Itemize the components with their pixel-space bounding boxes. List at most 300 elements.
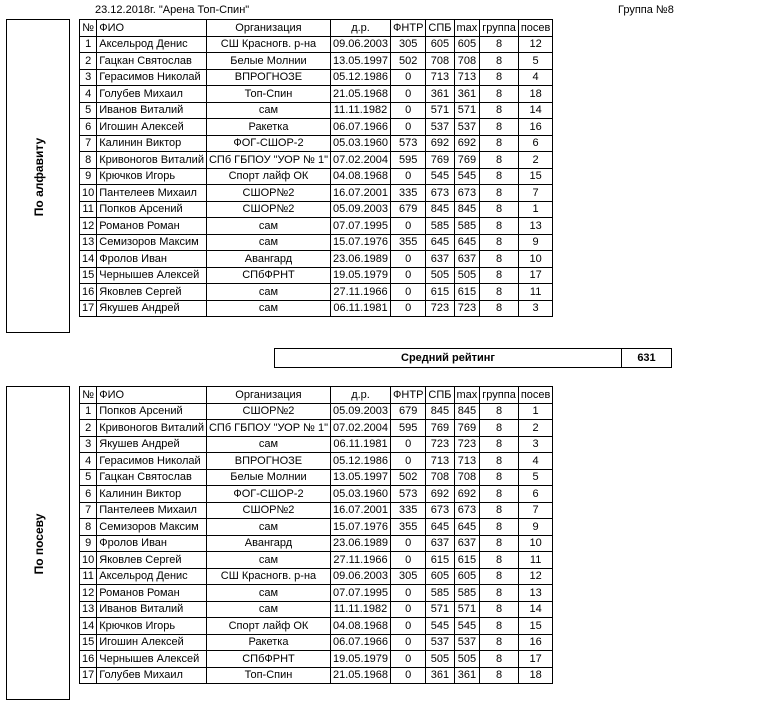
cell-num: 14 (80, 251, 97, 268)
cell-group: 8 (480, 667, 519, 684)
cell-max: 723 (454, 436, 480, 453)
table-row (80, 53, 553, 70)
cell-org: СШ Красногв. р-на (206, 36, 330, 53)
table-row (80, 403, 553, 420)
cell-spb: 361 (426, 86, 454, 103)
cell-seed: 16 (518, 119, 553, 136)
cell-spb: 361 (426, 667, 454, 684)
cell-num: 3 (80, 69, 97, 86)
cell-group: 8 (480, 469, 519, 486)
cell-seed: 5 (518, 469, 553, 486)
cell-group: 8 (480, 552, 519, 569)
cell-fntr: 0 (391, 436, 426, 453)
cell-num: 17 (80, 300, 97, 317)
cell-org: СПбФРНТ (206, 267, 330, 284)
cell-birth: 19.05.1979 (330, 267, 390, 284)
cell-name: Яковлев Сергей (97, 552, 207, 569)
cell-group: 8 (480, 218, 519, 235)
cell-birth: 04.08.1968 (330, 618, 390, 635)
cell-name: Аксельрод Денис (97, 36, 207, 53)
cell-birth: 21.05.1968 (330, 86, 390, 103)
cell-seed: 14 (518, 102, 553, 119)
cell-fntr: 305 (391, 568, 426, 585)
cell-group: 8 (480, 251, 519, 268)
cell-birth: 06.11.1981 (330, 300, 390, 317)
cell-max: 637 (454, 535, 480, 552)
cell-max: 723 (454, 300, 480, 317)
cell-num: 16 (80, 651, 97, 668)
column-header-birth: д.р. (330, 387, 390, 404)
cell-seed: 12 (518, 568, 553, 585)
cell-birth: 07.07.1995 (330, 585, 390, 602)
cell-num: 14 (80, 618, 97, 635)
cell-num: 5 (80, 469, 97, 486)
cell-spb: 713 (426, 69, 454, 86)
table-row (80, 535, 553, 552)
cell-birth: 23.06.1989 (330, 535, 390, 552)
cell-spb: 692 (426, 486, 454, 503)
cell-name: Попков Арсений (97, 403, 207, 420)
cell-group: 8 (480, 86, 519, 103)
alpha-side-label: По алфавиту (32, 137, 46, 217)
cell-spb: 845 (426, 403, 454, 420)
cell-seed: 7 (518, 185, 553, 202)
cell-birth: 04.08.1968 (330, 168, 390, 185)
cell-spb: 708 (426, 53, 454, 70)
cell-fntr: 0 (391, 267, 426, 284)
cell-fntr: 0 (391, 535, 426, 552)
cell-birth: 11.11.1982 (330, 102, 390, 119)
cell-seed: 6 (518, 486, 553, 503)
cell-org: Белые Молнии (206, 53, 330, 70)
table-row (80, 519, 553, 536)
column-header-max: max (454, 387, 480, 404)
cell-birth: 23.06.1989 (330, 251, 390, 268)
cell-seed: 4 (518, 69, 553, 86)
cell-group: 8 (480, 284, 519, 301)
table-row (80, 651, 553, 668)
cell-seed: 1 (518, 201, 553, 218)
cell-org: СШОР№2 (206, 185, 330, 202)
table-row (80, 453, 553, 470)
cell-spb: 571 (426, 102, 454, 119)
cell-seed: 1 (518, 403, 553, 420)
cell-max: 845 (454, 201, 480, 218)
cell-name: Семизоров Максим (97, 234, 207, 251)
cell-seed: 15 (518, 168, 553, 185)
cell-group: 8 (480, 519, 519, 536)
cell-name: Герасимов Николай (97, 69, 207, 86)
cell-max: 545 (454, 618, 480, 635)
cell-fntr: 0 (391, 634, 426, 651)
table-row (80, 267, 553, 284)
table-row (80, 36, 553, 53)
cell-birth: 06.07.1966 (330, 634, 390, 651)
cell-spb: 637 (426, 251, 454, 268)
column-header-spb: СПБ (426, 387, 454, 404)
cell-num: 5 (80, 102, 97, 119)
cell-name: Аксельрод Денис (97, 568, 207, 585)
cell-birth: 05.12.1986 (330, 69, 390, 86)
cell-max: 713 (454, 453, 480, 470)
cell-max: 605 (454, 568, 480, 585)
cell-birth: 07.02.2004 (330, 152, 390, 169)
cell-num: 3 (80, 436, 97, 453)
cell-org: сам (206, 234, 330, 251)
cell-name: Игошин Алексей (97, 634, 207, 651)
cell-seed: 10 (518, 535, 553, 552)
cell-group: 8 (480, 135, 519, 152)
cell-name: Фролов Иван (97, 535, 207, 552)
cell-max: 673 (454, 185, 480, 202)
cell-name: Якушев Андрей (97, 436, 207, 453)
table-row (80, 585, 553, 602)
cell-org: СПбФРНТ (206, 651, 330, 668)
cell-group: 8 (480, 420, 519, 437)
cell-spb: 645 (426, 519, 454, 536)
cell-org: СШОР№2 (206, 201, 330, 218)
seed-table (79, 386, 553, 684)
cell-spb: 673 (426, 502, 454, 519)
average-rating-value: 631 (637, 352, 656, 364)
cell-max: 645 (454, 234, 480, 251)
table-row (80, 234, 553, 251)
cell-org: СПб ГБПОУ "УОР № 1" (206, 152, 330, 169)
cell-num: 9 (80, 535, 97, 552)
cell-group: 8 (480, 119, 519, 136)
cell-fntr: 502 (391, 469, 426, 486)
cell-name: Пантелеев Михаил (97, 502, 207, 519)
cell-spb: 645 (426, 234, 454, 251)
cell-max: 713 (454, 69, 480, 86)
column-header-num: № (80, 20, 97, 37)
cell-group: 8 (480, 568, 519, 585)
cell-org: сам (206, 102, 330, 119)
cell-group: 8 (480, 300, 519, 317)
cell-group: 8 (480, 36, 519, 53)
cell-name: Якушев Андрей (97, 300, 207, 317)
cell-org: Авангард (206, 251, 330, 268)
cell-birth: 27.11.1966 (330, 284, 390, 301)
column-header-org: Организация (206, 20, 330, 37)
cell-seed: 5 (518, 53, 553, 70)
cell-name: Чернышев Алексей (97, 651, 207, 668)
table-row (80, 502, 553, 519)
cell-seed: 15 (518, 618, 553, 635)
cell-num: 7 (80, 502, 97, 519)
table-row (80, 251, 553, 268)
cell-birth: 05.12.1986 (330, 453, 390, 470)
cell-num: 13 (80, 601, 97, 618)
cell-group: 8 (480, 634, 519, 651)
average-rating-label: Средний рейтинг (275, 349, 622, 367)
cell-org: Белые Молнии (206, 469, 330, 486)
cell-fntr: 502 (391, 53, 426, 70)
column-header-fntr: ФНТР (391, 20, 426, 37)
cell-num: 17 (80, 667, 97, 684)
cell-birth: 19.05.1979 (330, 651, 390, 668)
cell-name: Чернышев Алексей (97, 267, 207, 284)
header-group: Группа №8 (618, 4, 674, 16)
cell-max: 605 (454, 36, 480, 53)
cell-max: 361 (454, 667, 480, 684)
cell-name: Крючков Игорь (97, 168, 207, 185)
cell-num: 4 (80, 453, 97, 470)
column-header-group: группа (480, 387, 519, 404)
column-header-name: ФИО (97, 20, 207, 37)
cell-birth: 15.07.1976 (330, 519, 390, 536)
cell-num: 15 (80, 634, 97, 651)
cell-max: 537 (454, 634, 480, 651)
cell-name: Игошин Алексей (97, 119, 207, 136)
cell-max: 769 (454, 152, 480, 169)
cell-num: 4 (80, 86, 97, 103)
cell-fntr: 0 (391, 552, 426, 569)
cell-spb: 845 (426, 201, 454, 218)
cell-birth: 05.03.1960 (330, 486, 390, 503)
alpha-table (79, 19, 553, 317)
cell-fntr: 0 (391, 251, 426, 268)
cell-birth: 09.06.2003 (330, 36, 390, 53)
cell-name: Фролов Иван (97, 251, 207, 268)
cell-birth: 15.07.1976 (330, 234, 390, 251)
cell-seed: 3 (518, 436, 553, 453)
cell-group: 8 (480, 535, 519, 552)
cell-fntr: 0 (391, 300, 426, 317)
cell-spb: 585 (426, 585, 454, 602)
cell-org: Топ-Спин (206, 86, 330, 103)
cell-org: ВПРОГНОЗЕ (206, 453, 330, 470)
average-rating-box (274, 348, 672, 368)
cell-group: 8 (480, 651, 519, 668)
cell-fntr: 305 (391, 36, 426, 53)
cell-birth: 06.11.1981 (330, 436, 390, 453)
cell-max: 361 (454, 86, 480, 103)
cell-group: 8 (480, 436, 519, 453)
cell-num: 8 (80, 152, 97, 169)
table-row (80, 436, 553, 453)
cell-group: 8 (480, 453, 519, 470)
cell-name: Семизоров Максим (97, 519, 207, 536)
cell-org: сам (206, 552, 330, 569)
cell-seed: 4 (518, 453, 553, 470)
cell-org: СШОР№2 (206, 502, 330, 519)
cell-name: Калинин Виктор (97, 135, 207, 152)
cell-spb: 637 (426, 535, 454, 552)
table-row (80, 469, 553, 486)
cell-fntr: 679 (391, 403, 426, 420)
cell-max: 585 (454, 585, 480, 602)
cell-max: 537 (454, 119, 480, 136)
cell-max: 708 (454, 53, 480, 70)
cell-birth: 09.06.2003 (330, 568, 390, 585)
cell-fntr: 0 (391, 284, 426, 301)
cell-spb: 713 (426, 453, 454, 470)
cell-name: Герасимов Николай (97, 453, 207, 470)
column-header-num: № (80, 387, 97, 404)
cell-seed: 10 (518, 251, 553, 268)
cell-birth: 05.09.2003 (330, 403, 390, 420)
cell-num: 12 (80, 218, 97, 235)
cell-spb: 723 (426, 300, 454, 317)
cell-org: Спорт лайф ОК (206, 168, 330, 185)
cell-group: 8 (480, 585, 519, 602)
cell-seed: 14 (518, 601, 553, 618)
cell-num: 11 (80, 201, 97, 218)
cell-name: Голубев Михаил (97, 667, 207, 684)
cell-num: 6 (80, 486, 97, 503)
cell-fntr: 0 (391, 119, 426, 136)
cell-num: 10 (80, 552, 97, 569)
cell-group: 8 (480, 502, 519, 519)
cell-max: 645 (454, 519, 480, 536)
cell-seed: 2 (518, 420, 553, 437)
cell-seed: 17 (518, 267, 553, 284)
cell-spb: 605 (426, 568, 454, 585)
table-row (80, 634, 553, 651)
cell-max: 585 (454, 218, 480, 235)
cell-birth: 07.07.1995 (330, 218, 390, 235)
cell-org: ФОГ-СШОР-2 (206, 135, 330, 152)
cell-org: ВПРОГНОЗЕ (206, 69, 330, 86)
cell-num: 1 (80, 36, 97, 53)
cell-num: 8 (80, 519, 97, 536)
column-header-seed: посев (518, 20, 553, 37)
cell-spb: 723 (426, 436, 454, 453)
cell-name: Гацкан Святослав (97, 53, 207, 70)
cell-name: Кривоногов Виталий (97, 420, 207, 437)
table-row (80, 618, 553, 635)
cell-org: Ракетка (206, 634, 330, 651)
cell-fntr: 679 (391, 201, 426, 218)
cell-fntr: 0 (391, 218, 426, 235)
cell-spb: 505 (426, 267, 454, 284)
cell-seed: 16 (518, 634, 553, 651)
table-row (80, 218, 553, 235)
cell-max: 692 (454, 135, 480, 152)
table-row (80, 135, 553, 152)
cell-name: Крючков Игорь (97, 618, 207, 635)
cell-name: Калинин Виктор (97, 486, 207, 503)
cell-num: 10 (80, 185, 97, 202)
cell-org: СПб ГБПОУ "УОР № 1" (206, 420, 330, 437)
seed-side-label: По посеву (32, 513, 46, 575)
cell-spb: 708 (426, 469, 454, 486)
cell-fntr: 0 (391, 86, 426, 103)
cell-num: 6 (80, 119, 97, 136)
cell-max: 545 (454, 168, 480, 185)
cell-name: Яковлев Сергей (97, 284, 207, 301)
cell-org: Авангард (206, 535, 330, 552)
cell-birth: 11.11.1982 (330, 601, 390, 618)
cell-fntr: 0 (391, 618, 426, 635)
cell-max: 615 (454, 284, 480, 301)
alpha-header-row (80, 20, 553, 37)
table-row (80, 86, 553, 103)
cell-org: ФОГ-СШОР-2 (206, 486, 330, 503)
cell-org: сам (206, 218, 330, 235)
cell-max: 505 (454, 267, 480, 284)
table-row (80, 185, 553, 202)
cell-org: СШ Красногв. р-на (206, 568, 330, 585)
cell-birth: 16.07.2001 (330, 502, 390, 519)
cell-num: 7 (80, 135, 97, 152)
cell-group: 8 (480, 185, 519, 202)
table-row (80, 486, 553, 503)
cell-fntr: 0 (391, 102, 426, 119)
cell-group: 8 (480, 486, 519, 503)
cell-group: 8 (480, 102, 519, 119)
cell-max: 615 (454, 552, 480, 569)
cell-spb: 545 (426, 618, 454, 635)
cell-spb: 615 (426, 552, 454, 569)
cell-spb: 615 (426, 284, 454, 301)
cell-fntr: 0 (391, 69, 426, 86)
cell-fntr: 0 (391, 453, 426, 470)
table-row (80, 601, 553, 618)
cell-name: Гацкан Святослав (97, 469, 207, 486)
column-header-group: группа (480, 20, 519, 37)
cell-max: 571 (454, 102, 480, 119)
cell-group: 8 (480, 69, 519, 86)
column-header-seed: посев (518, 387, 553, 404)
cell-org: Ракетка (206, 119, 330, 136)
cell-org: сам (206, 436, 330, 453)
cell-org: сам (206, 601, 330, 618)
column-header-fntr: ФНТР (391, 387, 426, 404)
cell-fntr: 335 (391, 502, 426, 519)
cell-group: 8 (480, 152, 519, 169)
cell-max: 571 (454, 601, 480, 618)
cell-num: 9 (80, 168, 97, 185)
seed-header-row (80, 387, 553, 404)
cell-seed: 11 (518, 552, 553, 569)
cell-fntr: 0 (391, 168, 426, 185)
table-row (80, 284, 553, 301)
cell-group: 8 (480, 267, 519, 284)
cell-birth: 05.09.2003 (330, 201, 390, 218)
cell-spb: 673 (426, 185, 454, 202)
cell-fntr: 0 (391, 651, 426, 668)
cell-spb: 605 (426, 36, 454, 53)
cell-num: 1 (80, 403, 97, 420)
cell-org: сам (206, 585, 330, 602)
cell-num: 2 (80, 420, 97, 437)
cell-fntr: 573 (391, 135, 426, 152)
cell-max: 637 (454, 251, 480, 268)
table-row (80, 168, 553, 185)
table-row (80, 69, 553, 86)
cell-max: 692 (454, 486, 480, 503)
table-row (80, 152, 553, 169)
cell-group: 8 (480, 53, 519, 70)
cell-name: Иванов Виталий (97, 102, 207, 119)
cell-seed: 13 (518, 585, 553, 602)
cell-name: Попков Арсений (97, 201, 207, 218)
cell-seed: 13 (518, 218, 553, 235)
table-row (80, 568, 553, 585)
seed-side-box (6, 386, 70, 700)
alpha-side-box (6, 19, 70, 333)
cell-spb: 692 (426, 135, 454, 152)
column-header-name: ФИО (97, 387, 207, 404)
cell-org: СШОР№2 (206, 403, 330, 420)
cell-seed: 17 (518, 651, 553, 668)
cell-spb: 571 (426, 601, 454, 618)
cell-max: 845 (454, 403, 480, 420)
cell-birth: 05.03.1960 (330, 135, 390, 152)
cell-name: Романов Роман (97, 218, 207, 235)
